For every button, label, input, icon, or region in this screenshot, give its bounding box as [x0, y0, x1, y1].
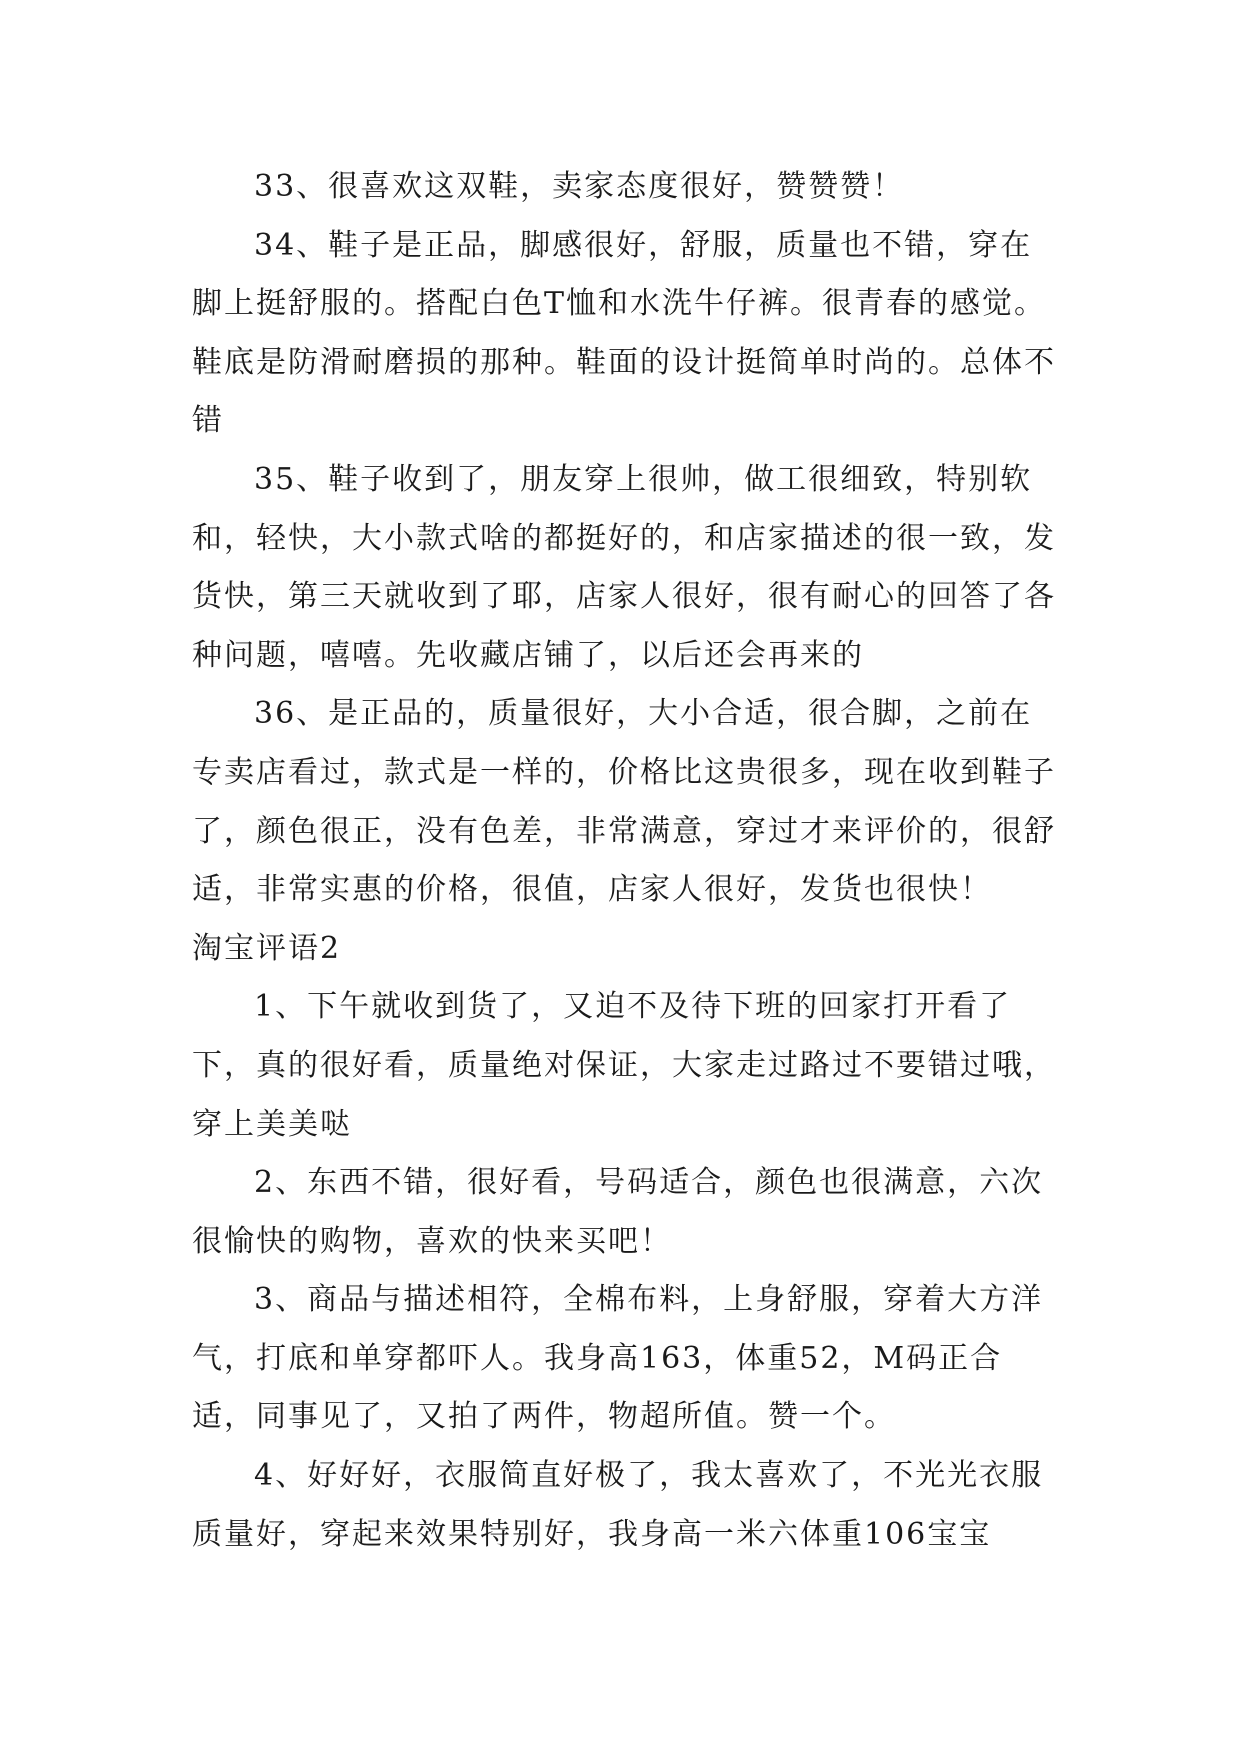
review-item-4: 4、好好好，衣服简直好极了，我太喜欢了，不光光衣服质量好，穿起来效果特别好，我身高一米六体重106宝宝 — [192, 1458, 1044, 1552]
review-item-3: 3、商品与描述相符，全棉布料，上身舒服，穿着大方洋气，打底和单穿都吓人。我身高163，体重52，M码正合适，同事见了，又拍了两件，物超所值。赞一个。 — [192, 1282, 1044, 1435]
review-item-1: 1、下午就收到货了，又迫不及待下班的回家打开看了下，真的很好看，质量绝对保证，大家走过路过不要错过哦，穿上美美哒 — [192, 989, 1056, 1142]
section-heading: 淘宝评语2 — [192, 930, 342, 966]
review-item-2: 2、东西不错，很好看，号码适合，颜色也很满意，六次很愉快的购物，喜欢的快来买吧！ — [192, 1165, 1044, 1259]
document-body — [192, 158, 1062, 1564]
review-item-34: 34、鞋子是正品，脚感很好，舒服，质量也不错，穿在脚上挺舒服的。搭配白色T恤和水洗牛仔裤。很青春的感觉。鞋底是防滑耐磨损的那种。鞋面的设计挺简单时尚的。总体不错 — [192, 227, 1056, 439]
review-item-33: 33、很喜欢这双鞋，卖家态度很好，赞赞赞！ — [254, 169, 905, 204]
review-item-35: 35、鞋子收到了，朋友穿上很帅，做工很细致，特别软和，轻快，大小款式啥的都挺好的，和店家描述的很一致，发货快，第三天就收到了耶，店家人很好，很有耐心的回答了各种问题，嘻嘻。先收藏店铺了，以后还会再来的 — [192, 461, 1056, 673]
review-item-36: 36、是正品的，质量很好，大小合适，很合脚，之前在专卖店看过，款式是一样的，价格比这贵很多，现在收到鞋子了，颜色很正，没有色差，非常满意，穿过才来评价的，很舒适，非常实惠的价格，很值，店家人很好，发货也很快！ — [192, 696, 1056, 908]
